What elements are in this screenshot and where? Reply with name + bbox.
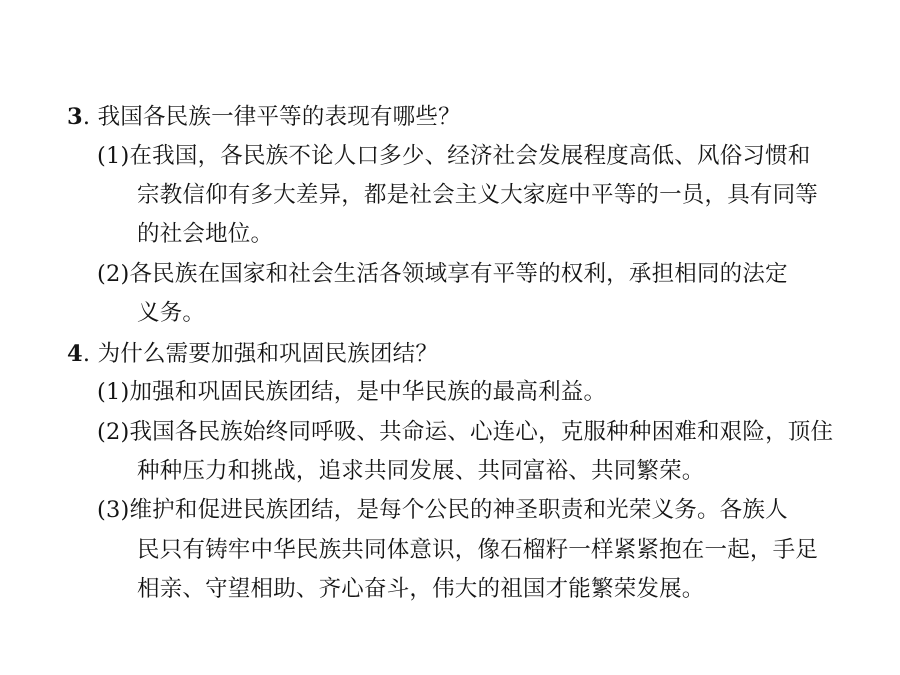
question-number: 3	[67, 104, 83, 130]
q4-item-1-line-1	[97, 377, 606, 407]
item-text: 各民族在国家和社会生活各领域享有平等的权利，承担相同的法定	[129, 261, 788, 287]
item-label: (3)	[97, 497, 130, 523]
q3-item-1-line-2: 宗教信仰有多大差异，都是社会主义大家庭中平等的一员，具有同等	[137, 182, 819, 208]
item-text: 维护和促进民族团结，是每个公民的神圣职责和光荣义务。各族人	[129, 497, 788, 523]
question-title: . 我国各民族一律平等的表现有哪些？	[82, 104, 461, 130]
question-title: . 为什么需要加强和巩固民族团结？	[82, 341, 439, 367]
item-text: 我国各民族始终同呼吸、共命运、心连心，克服种种困难和艰险，顶住	[129, 419, 834, 445]
q4-item-3-line-1	[97, 495, 788, 525]
question-3-heading	[67, 102, 461, 132]
item-text: 加强和巩固民族团结，是中华民族的最高利益。	[129, 379, 607, 405]
q4-item-3-line-3: 相亲、守望相助、齐心奋斗，伟大的祖国才能繁荣发展。	[137, 576, 705, 602]
item-text: 在我国，各民族不论人口多少、经济社会发展程度高低、风俗习惯和	[129, 143, 811, 169]
q4-item-2-line-2: 种种压力和挑战，追求共同发展、共同富裕、共同繁荣。	[137, 458, 705, 484]
q3-item-2-line-2: 义务。	[137, 300, 206, 326]
item-label: (1)	[97, 379, 130, 405]
q4-item-3-line-2: 民只有铸牢中华民族共同体意识，像石榴籽一样紧紧抱在一起，手足	[137, 537, 819, 563]
item-label: (2)	[97, 261, 130, 287]
question-number: 4	[67, 341, 83, 367]
item-label: (1)	[97, 143, 130, 169]
question-4-heading	[67, 339, 438, 369]
q3-item-1-line-1	[97, 141, 811, 171]
q3-item-1-line-3: 的社会地位。	[137, 221, 274, 247]
item-label: (2)	[97, 419, 130, 445]
q4-item-2-line-1	[97, 417, 833, 447]
q3-item-2-line-1	[97, 259, 788, 289]
